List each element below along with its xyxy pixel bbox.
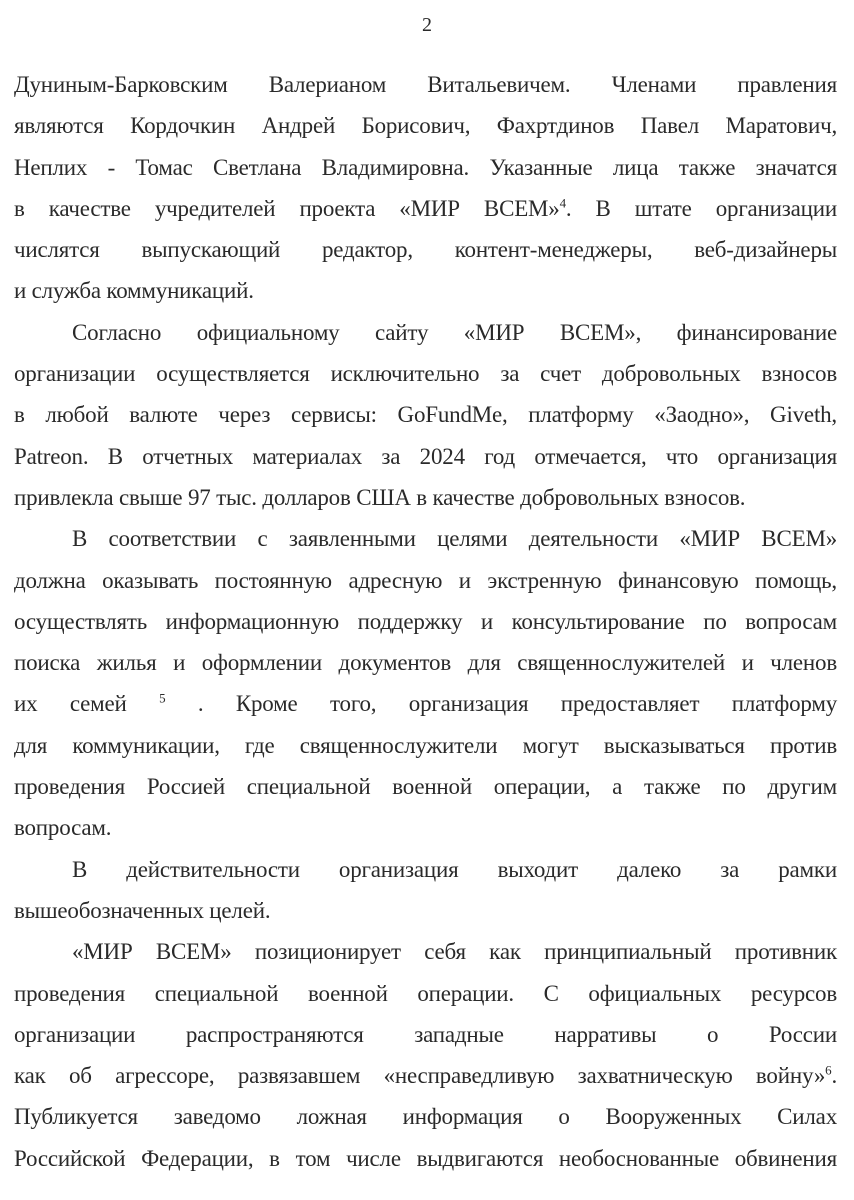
text-line: числятся выпускающий редактор, контент-менеджеры, веб-дизайнеры — [14, 237, 837, 263]
text-segment: . — [831, 1063, 837, 1089]
text-line: в любой валюте через сервисы: GoFundMe, платформу «Заодно», Giveth, — [14, 402, 837, 428]
text-line — [14, 188, 837, 229]
paragraph — [14, 931, 837, 1179]
text-line: осуществлять информационную поддержку и консультирование по вопросам — [14, 608, 837, 634]
text-line: поиска жилья и оформлении документов для священнослужителей и членов — [14, 650, 837, 676]
footnote-ref: 5 — [159, 690, 166, 706]
paragraph — [14, 849, 837, 932]
text-line: В соответствии с заявленными целями деятельности «МИР ВСЕМ» — [72, 526, 837, 552]
text-line: Российской Федерации, в том числе выдвигаются необоснованные обвинения — [14, 1145, 837, 1171]
text-line: и служба коммуникаций. — [14, 278, 254, 304]
text-line: Публикуется заведомо ложная информация о Вооруженных Силах — [14, 1104, 837, 1130]
paragraph — [14, 518, 837, 848]
text-line: проведения Россией специальной военной операции, а также по другим — [14, 774, 837, 800]
text-line — [14, 683, 837, 724]
text-line: Согласно официальному сайту «МИР ВСЕМ», финансирование — [72, 319, 837, 345]
text-line: являются Кордочкин Андрей Борисович, Фахртдинов Павел Маратович, — [14, 113, 837, 139]
page-number: 2 — [422, 14, 432, 36]
text-line: привлекла свыше 97 тыс. долларов США в качестве добровольных взносов. — [14, 484, 746, 510]
paragraph — [14, 312, 837, 518]
text-line — [14, 1055, 837, 1096]
text-line: вышеобозначенных целей. — [14, 897, 271, 923]
text-line: вопросам. — [14, 815, 112, 841]
footnote-ref: 6 — [825, 1062, 832, 1078]
text-line: организации распространяются западные нарративы о России — [14, 1021, 837, 1047]
footnote-ref: 4 — [559, 195, 566, 211]
document-body — [14, 64, 837, 1179]
text-line: должна оказывать постоянную адресную и экстренную финансовую помощь, — [14, 567, 837, 593]
text-line: «МИР ВСЕМ» позиционирует себя как принципиальный противник — [72, 939, 837, 965]
text-line: проведения специальной военной операции. С официальных ресурсов — [14, 980, 837, 1006]
paragraph — [14, 64, 837, 312]
text-line: для коммуникации, где священнослужители могут высказываться против — [14, 732, 837, 758]
text-line: организации осуществляется исключительно за счет добровольных взносов — [14, 361, 837, 387]
text-segment: в качестве учредителей проекта «МИР ВСЕМ» — [14, 195, 560, 221]
text-segment: . В штате организации — [565, 195, 837, 221]
text-segment: как об агрессоре, развязавшем «несправедливую захватническую войну» — [14, 1063, 826, 1089]
text-segment: их семей — [14, 691, 160, 717]
text-line: Дуниным-Барковским Валерианом Витальевичем. Членами правления — [14, 72, 837, 97]
text-segment: . Кроме того, организация предоставляет платформу — [165, 691, 838, 717]
text-line: В действительности организация выходит далеко за рамки — [72, 856, 837, 882]
text-line: Неплих - Томас Светлана Владимировна. Указанные лица также значатся — [14, 154, 837, 180]
text-line: Patreon. В отчетных материалах за 2024 год отмечается, что организация — [14, 443, 837, 469]
